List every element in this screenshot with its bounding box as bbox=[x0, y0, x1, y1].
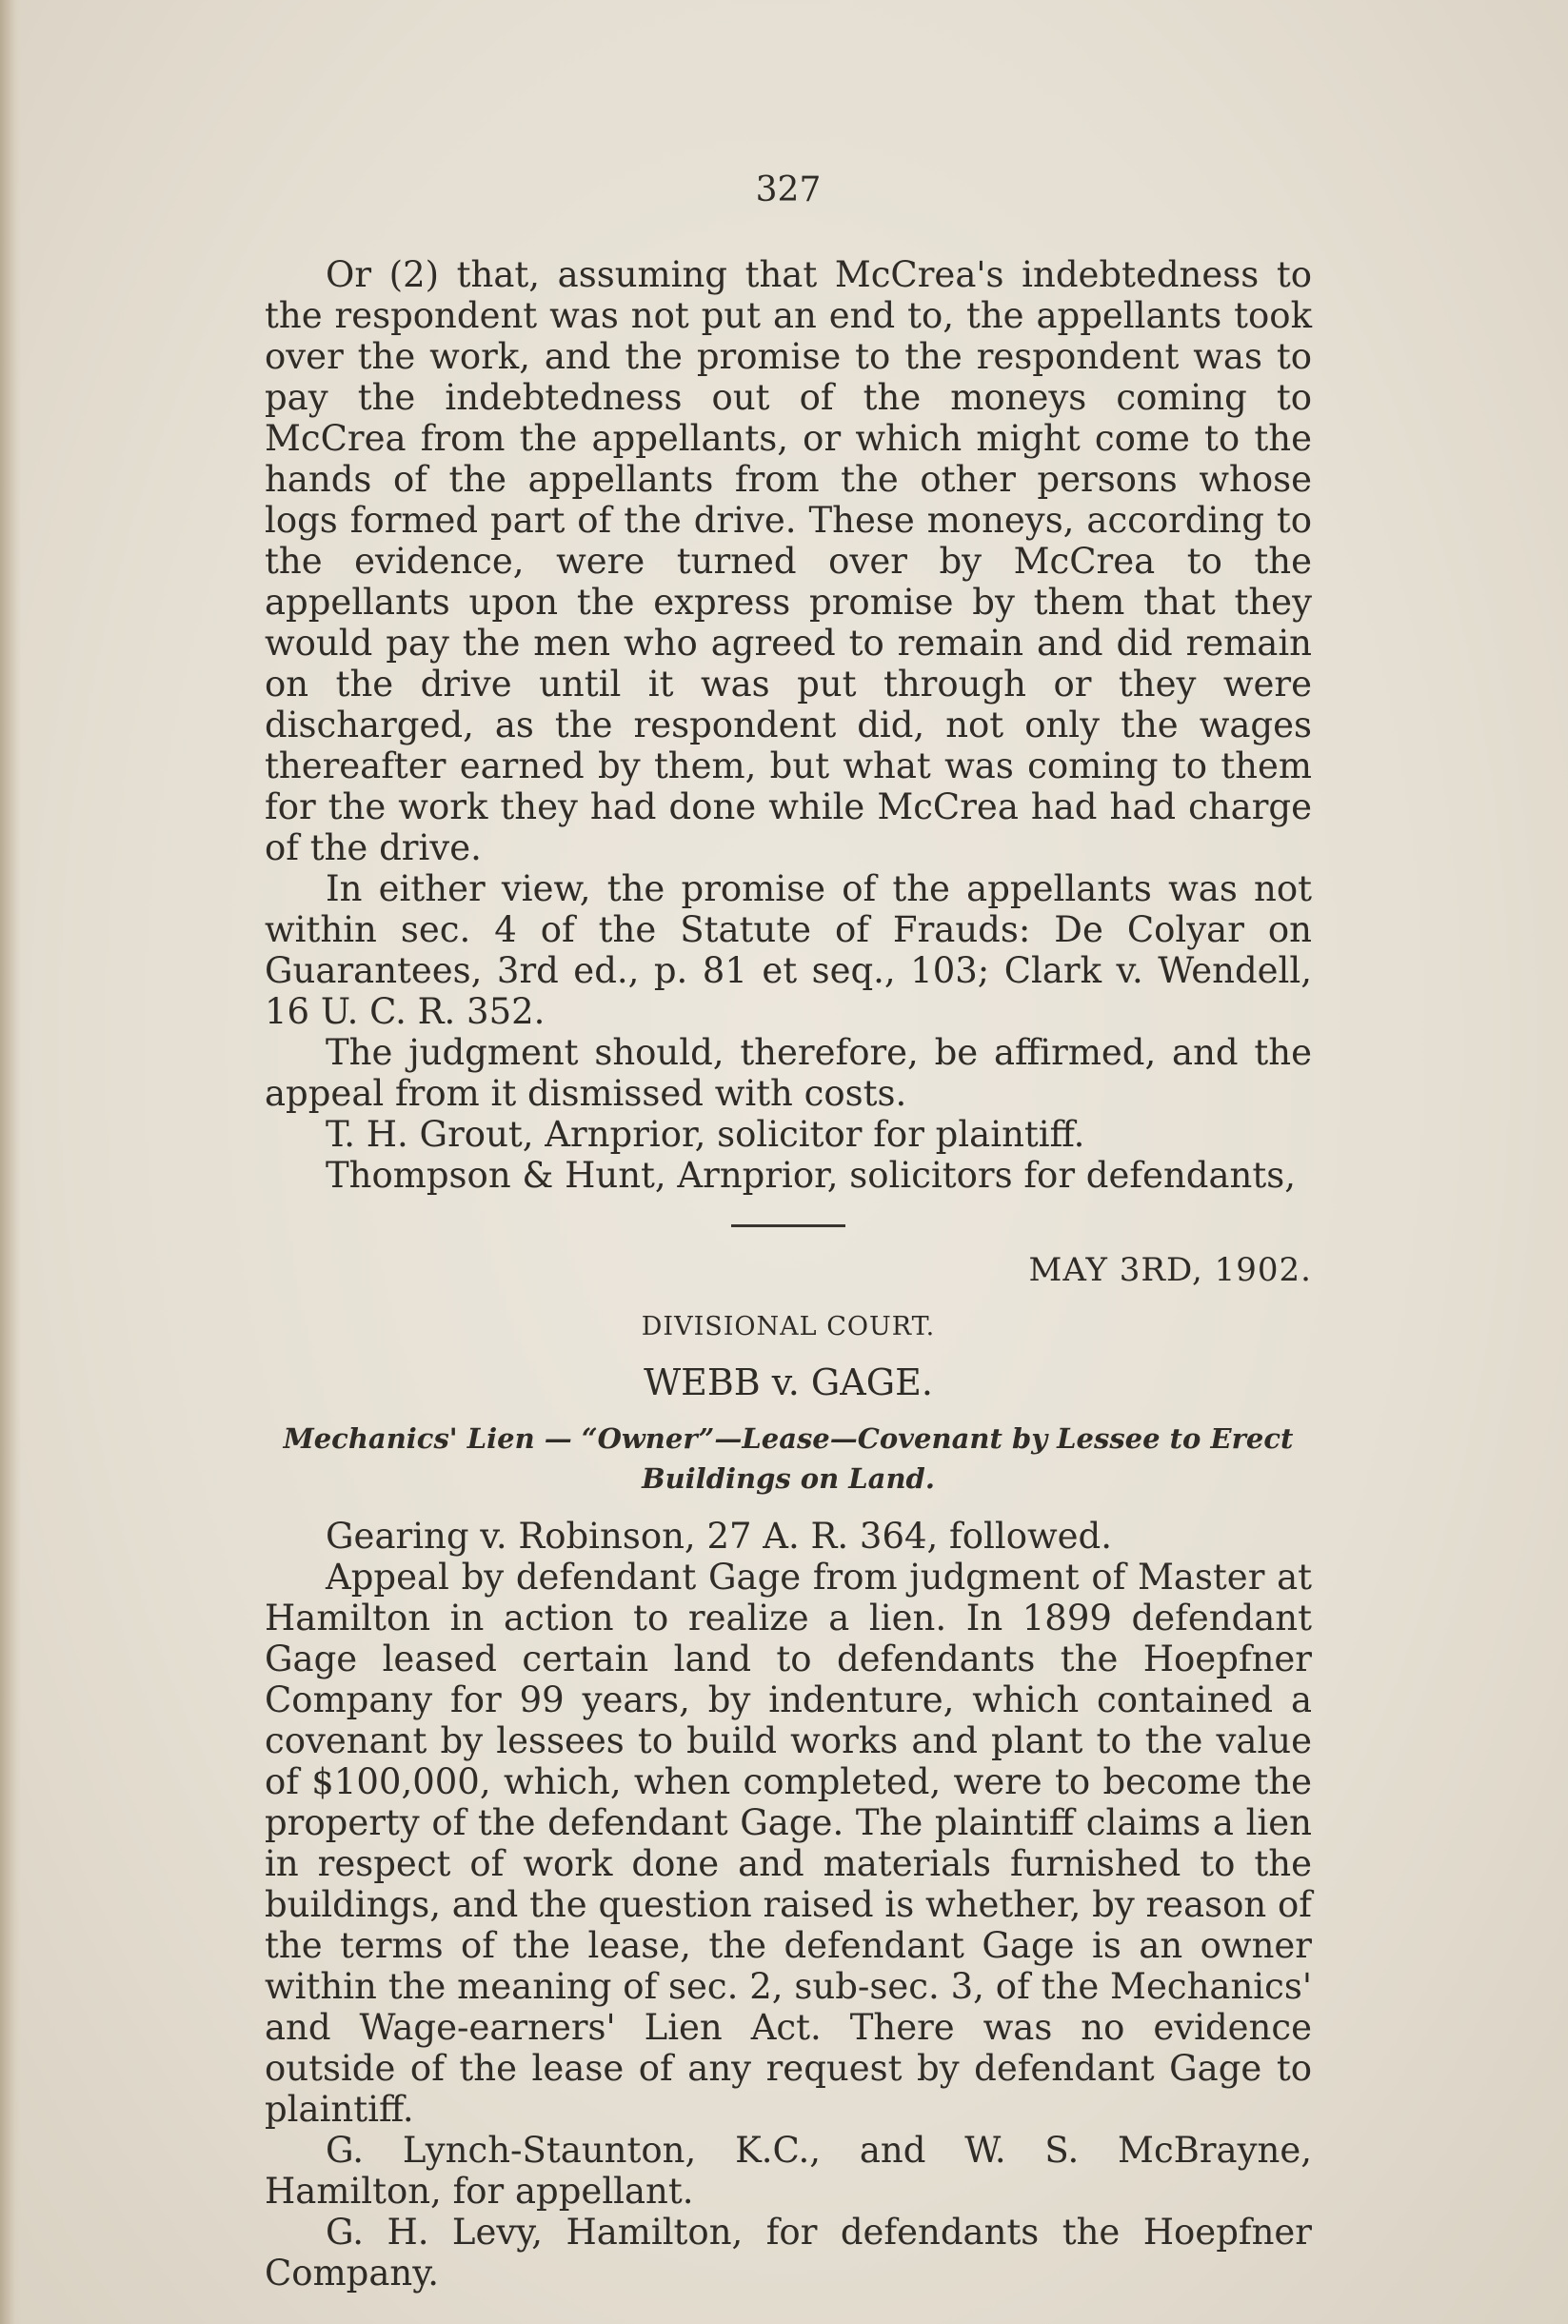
case-title: WEBB v. GAGE. bbox=[644, 1361, 933, 1403]
solicitor-plaintiff: T. H. Grout, Arnprior, solicitor for plaintiff. bbox=[326, 1114, 1085, 1155]
case-followed: Gearing v. Robinson, 27 A. R. 364, followed. bbox=[326, 1516, 1112, 1557]
section-divider bbox=[731, 1224, 845, 1227]
paragraph-appeal: Appeal by defendant Gage from judgment of Master at Hamilton in action to realize a lien. In 1899 defendant Gage leased certain land to defendants the Hoepfner Company for 99 years, by indenture, which contained a covenant by lessees to build works and plant to the value of $100,000, which, when completed, were to become the property of the defendant Gage. The plaintiff claims a lien in respect of work done and materials furnished to the buildings, and the question raised is whether, by reason of the terms of the lease, the defendant Gage is an owner within the meaning of sec. 2, sub-sec. 3, of the Mechanics' and Wage-earners' Lien Act. There was no evidence outside of the lease of any request by defendant Gage to plaintiff. bbox=[265, 1557, 1312, 2130]
counsel-defendants: G. H. Levy, Hamilton, for defendants the Hoepfner Company. bbox=[265, 2212, 1312, 2294]
solicitor-defendants: Thompson & Hunt, Arnprior, solicitors for defendants, bbox=[326, 1155, 1296, 1196]
paragraph-argument: Or (2) that, assuming that McCrea's indebtedness to the respondent was not put an end to, the appellants took over the work, and the promise to the respondent was to pay the indebtedness out of the moneys coming to McCrea from the appellants, or which might come to the hands of the appellants from the other persons whose logs formed part of the drive. These moneys, according to the evidence, were turned over by McCrea to the appellants upon the express promise by them that they would pay the men who agreed to remain and did remain on the drive until it was put through or they were discharged, as the respondent did, not only the wages thereafter earned by them, but what was coming to them for the work they had done while McCrea had had charge of the drive. bbox=[265, 254, 1312, 868]
headnote bbox=[265, 1419, 1312, 1499]
paragraph-judgment: The judgment should, therefore, be affirmed, and the appeal from it dismissed with costs. bbox=[265, 1032, 1312, 1114]
headnote-line-2: Buildings on Land. bbox=[642, 1462, 935, 1495]
page-text-block bbox=[265, 169, 1312, 2294]
paragraph-statute: In either view, the promise of the appellants was not within sec. 4 of the Statute of Frauds: De Colyar on Guarantees, 3rd ed., p. 81 et seq., 103; Clark v. Wendell, 16 U. C. R. 352. bbox=[265, 868, 1312, 1032]
court-name: DIVISIONAL COURT. bbox=[641, 1312, 936, 1341]
counsel-appellant: G. Lynch-Staunton, K.C., and W. S. McBrayne, Hamilton, for appellant. bbox=[265, 2130, 1312, 2212]
case-date: MAY 3RD, 1902. bbox=[1028, 1251, 1312, 1289]
page-number: 327 bbox=[755, 170, 822, 209]
headnote-line-1: Mechanics' Lien — “Owner”—Lease—Covenant by Lessee to Erect bbox=[283, 1422, 1294, 1455]
page-spine-shadow bbox=[0, 0, 21, 2324]
